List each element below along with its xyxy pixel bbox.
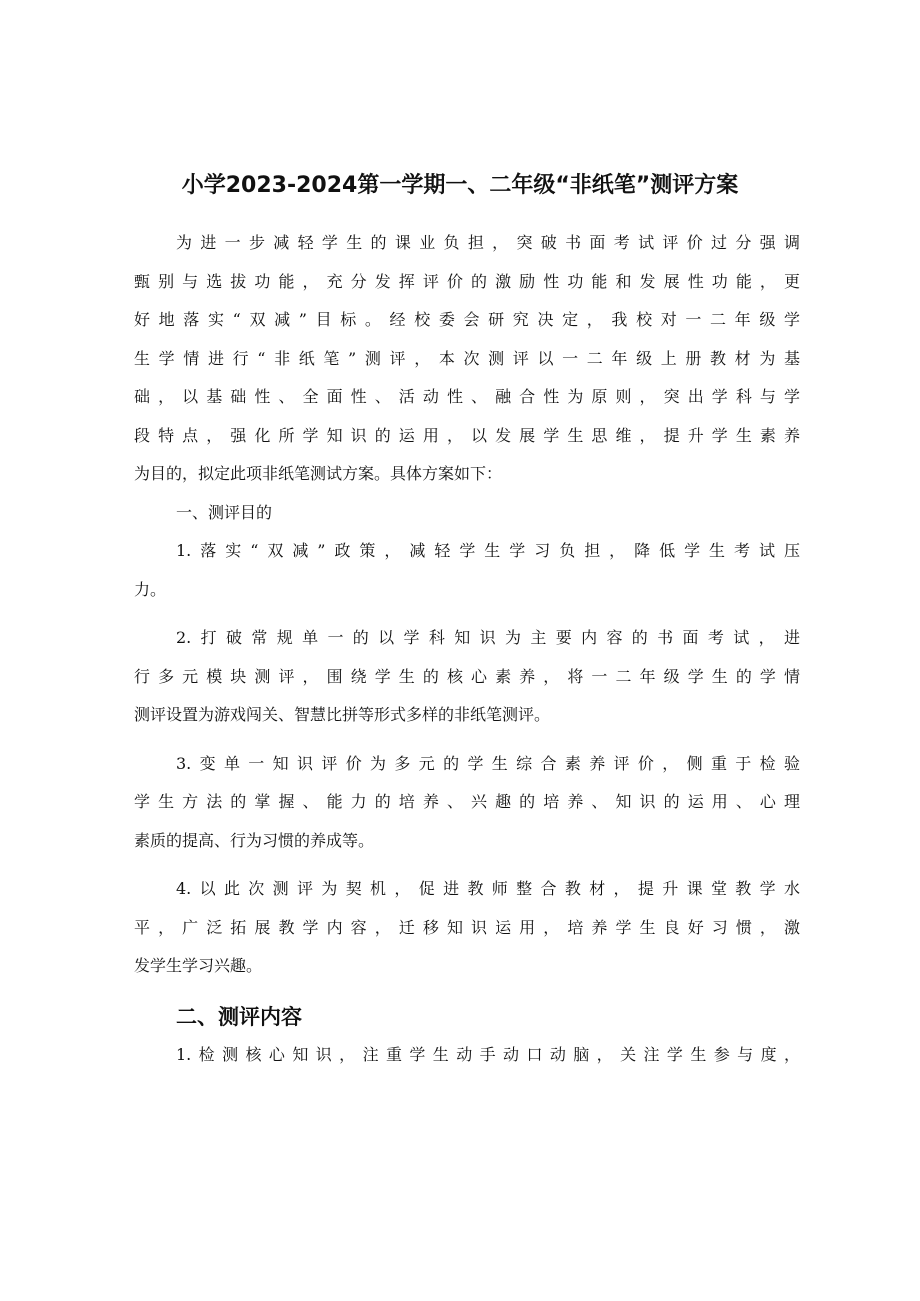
text-line: 为目的，拟定此项非纸笔测试方案。具体方案如下： bbox=[134, 464, 503, 483]
text-line: 素质的提高、行为习惯的养成等。 bbox=[134, 830, 375, 850]
text-line: 1.检测核心知识，注重学生动手动口动脑，关注学生参与度， bbox=[176, 1045, 800, 1064]
text-line: 甄别与选拔功能，充分发挥评价的激励性功能和发展性功能，更 bbox=[134, 271, 800, 291]
text-line: 生学情进行“非纸笔”测评，本次测评以一二年级上册教材为基 bbox=[134, 348, 800, 368]
goal-item-1 bbox=[134, 532, 800, 609]
text-line: 为进一步减轻学生的课业负担，突破书面考试评价过分强调 bbox=[176, 233, 800, 252]
goal-item-4 bbox=[134, 870, 800, 986]
text-line: 1.落实“双减”政策，减轻学生学习负担，降低学生考试压 bbox=[176, 541, 800, 560]
document-body bbox=[134, 224, 800, 1075]
section-heading-1 bbox=[134, 494, 800, 533]
text-line: 好地落实“双减”目标。经校委会研究决定，我校对一二年级学 bbox=[134, 310, 800, 329]
document-title: 小学2023-2024第一学期一、二年级“非纸笔”测评方案 bbox=[181, 173, 739, 198]
text-line: 4.以此次测评为契机，促进教师整合教材，提升课堂教学水 bbox=[176, 879, 800, 898]
text-line: 段特点，强化所学知识的运用，以发展学生思维，提升学生素养 bbox=[134, 425, 800, 445]
text-line: 2.打破常规单一的以学科知识为主要内容的书面考试，进 bbox=[176, 628, 800, 647]
text-line: 发学生学习兴趣。 bbox=[134, 956, 263, 975]
section-heading-text: 一、测评目的 bbox=[176, 502, 273, 522]
text-line: 测评设置为游戏闯关、智慧比拼等形式多样的非纸笔测评。 bbox=[134, 705, 551, 724]
text-line: 3.变单一知识评价为多元的学生综合素养评价，侧重于检验 bbox=[176, 753, 800, 773]
text-line: 础，以基础性、全面性、活动性、融合性为原则，突出学科与学 bbox=[134, 387, 800, 406]
text-line: 学生方法的掌握、能力的培养、兴趣的培养、知识的运用、心理 bbox=[134, 792, 800, 811]
goal-item-3 bbox=[134, 745, 800, 861]
text-line: 平，广泛拓展教学内容，迁移知识运用，培养学生良好习惯，激 bbox=[134, 917, 800, 937]
intro-paragraph bbox=[134, 224, 800, 494]
text-line: 行多元模块测评，围绕学生的核心素养，将一二年级学生的学情 bbox=[134, 666, 800, 686]
section-heading-2: 二、测评内容 bbox=[176, 1004, 302, 1029]
text-line: 力。 bbox=[134, 579, 167, 599]
content-item-1 bbox=[134, 1036, 800, 1075]
goal-item-2 bbox=[134, 619, 800, 735]
